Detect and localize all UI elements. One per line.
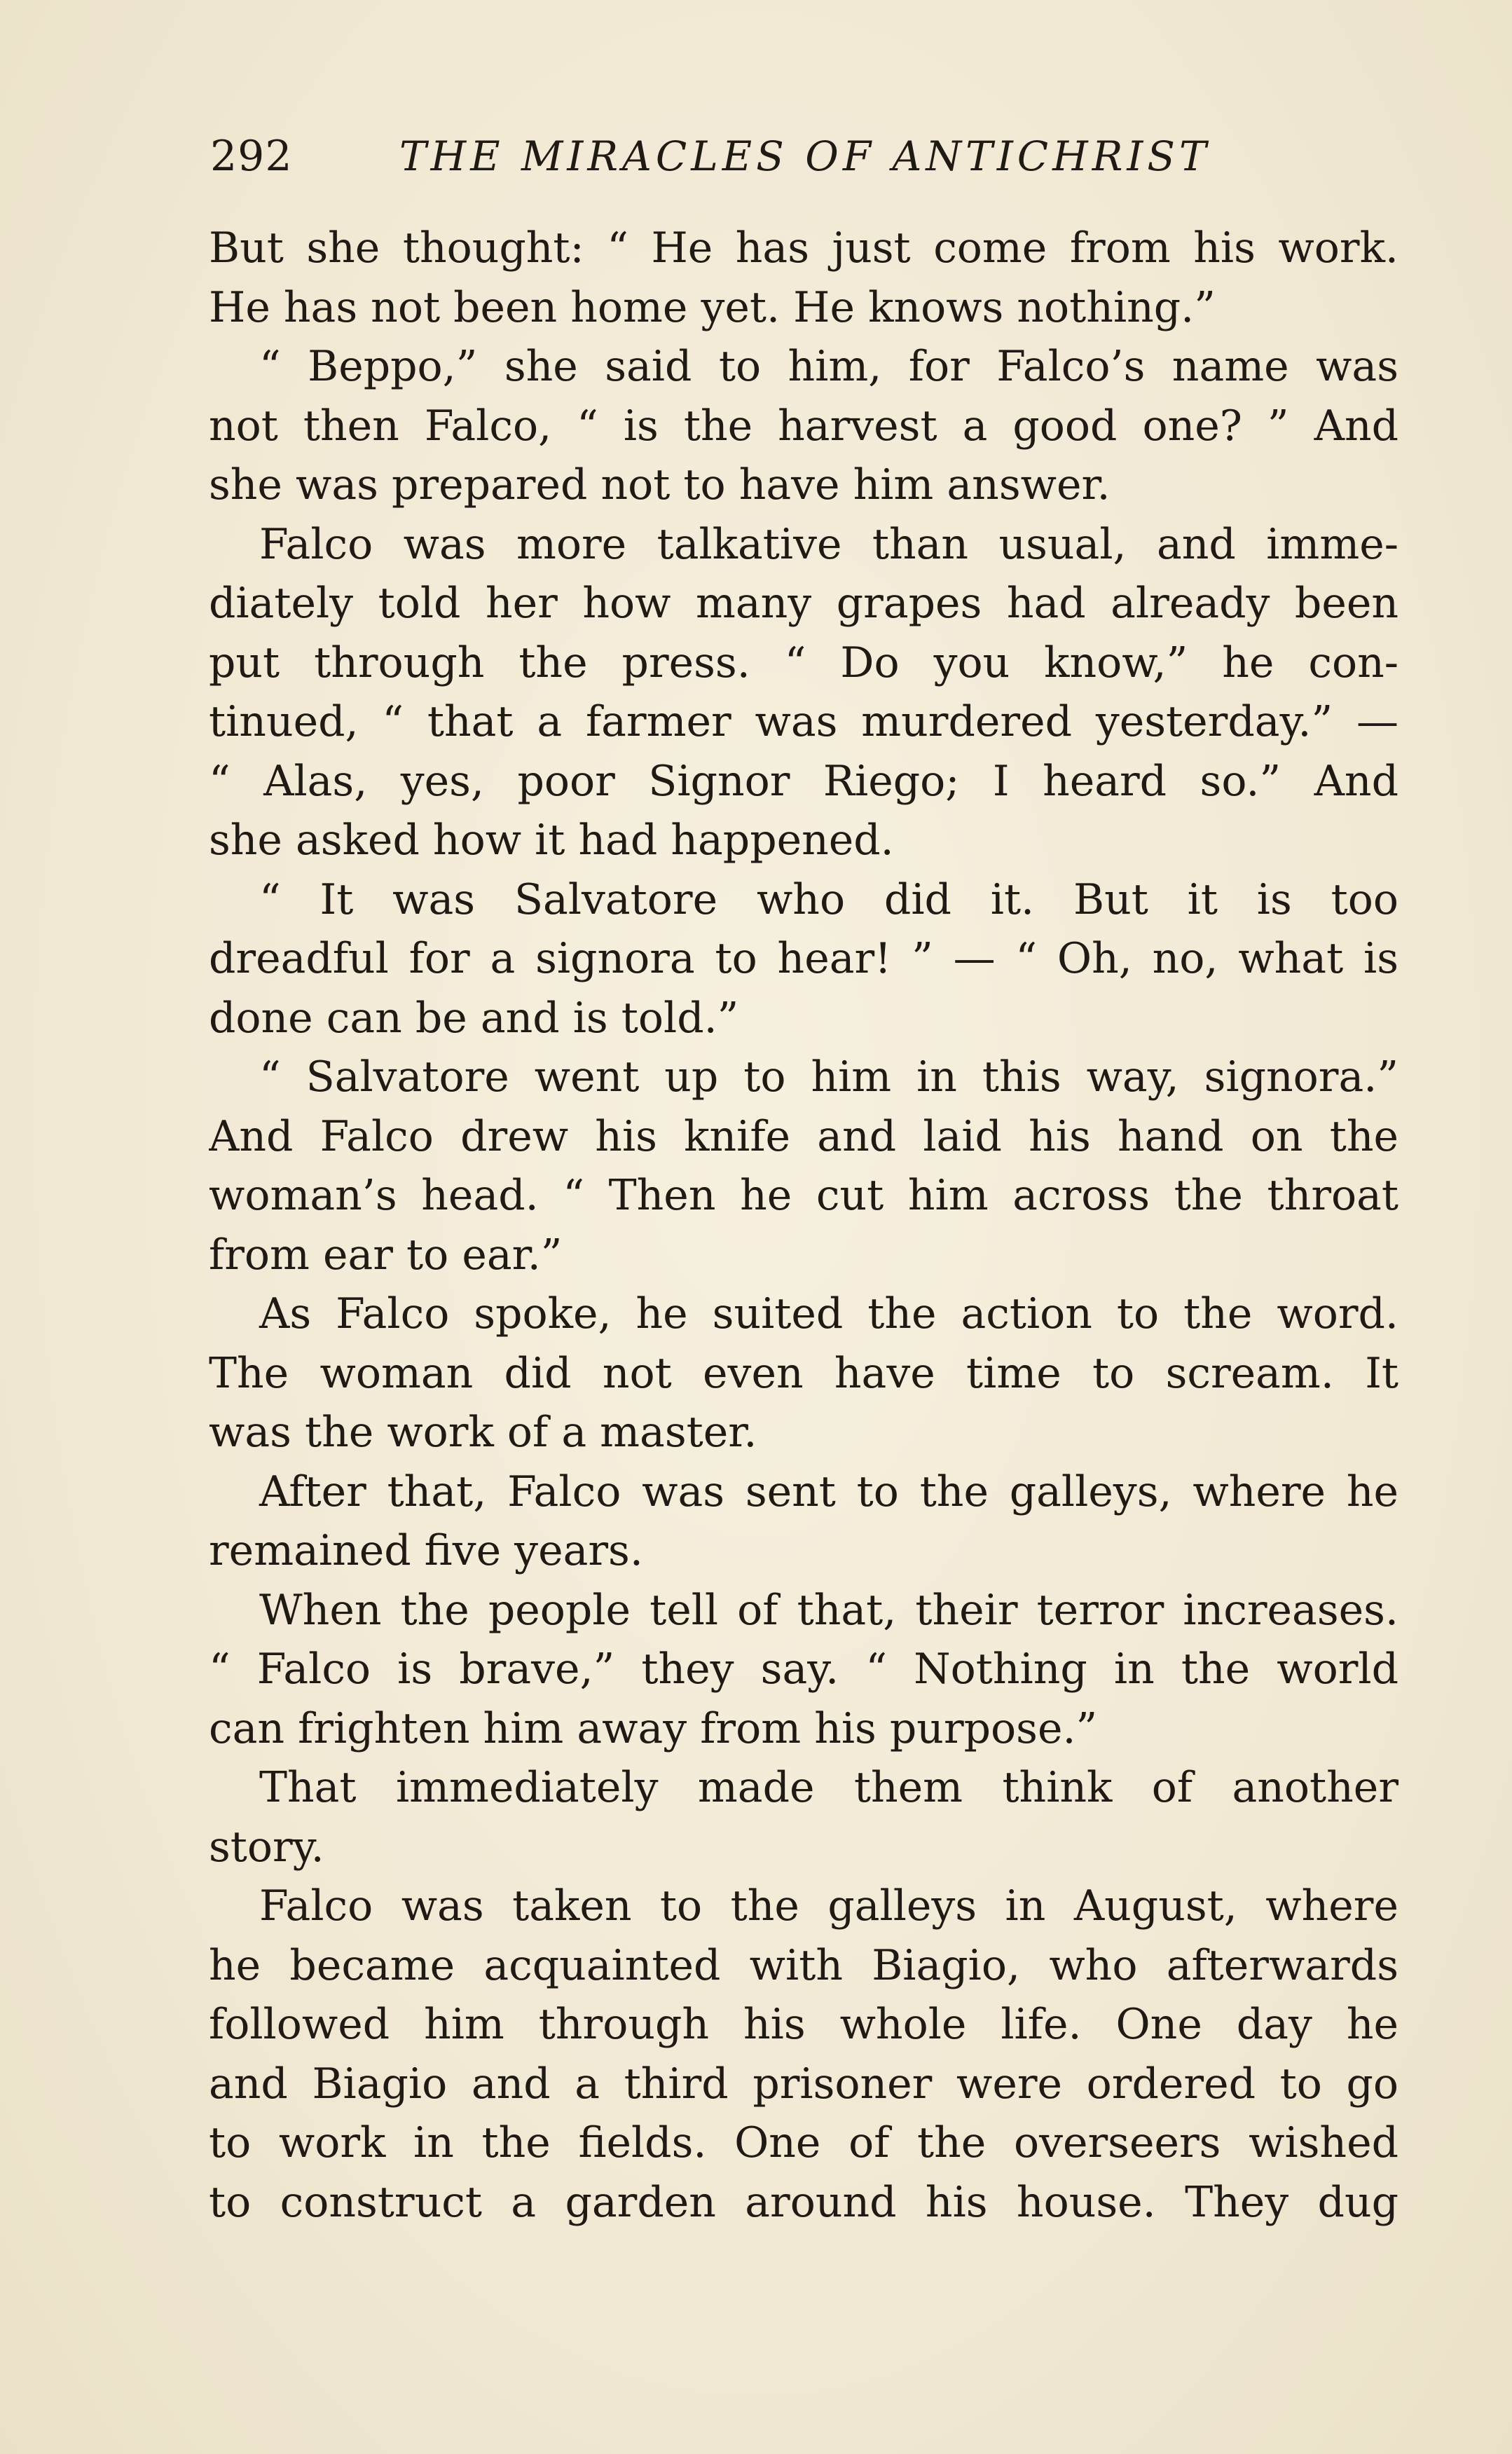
text-line: followed him through his whole life. One day he xyxy=(209,2000,1398,2049)
running-title: THE MIRACLES OF ANTICHRIST xyxy=(399,132,1211,180)
text-line: done can be and is told.” xyxy=(209,993,739,1043)
text-line: she was prepared not to have him answer. xyxy=(209,460,1111,509)
text-line: Falco was taken to the galleys in August, where xyxy=(259,1881,1398,1931)
text-line: “ Salvatore went up to him in this way, signora.” xyxy=(259,1053,1398,1102)
text-line: And Falco drew his knife and laid his hand on the xyxy=(209,1111,1398,1161)
text-line: story. xyxy=(209,1822,324,1872)
text-line: can frighten him away from his purpose.” xyxy=(209,1704,1098,1753)
text-line: to construct a garden around his house. They dug xyxy=(209,2177,1398,2227)
text-line: to work in the fields. One of the overseers wished xyxy=(209,2118,1398,2167)
text-line: dreadful for a signora to hear! ” — “ Oh, no, what is xyxy=(209,934,1398,983)
text-line: The woman did not even have time to scream. It xyxy=(209,1348,1398,1398)
text-line: When the people tell of that, their terror increases. xyxy=(259,1585,1398,1635)
body-text xyxy=(209,219,1398,2232)
text-line: “ Falco is brave,” they say. “ Nothing in the world xyxy=(209,1645,1398,1694)
text-line: “ It was Salvatore who did it. But it is too xyxy=(259,875,1398,924)
text-line: But she thought: “ He has just come from his work. xyxy=(209,224,1398,273)
text-line: diately told her how many grapes had already been xyxy=(209,579,1398,628)
text-line: “ Beppo,” she said to him, for Falco’s name was xyxy=(259,342,1398,391)
text-line: He has not been home yet. He knows nothing.” xyxy=(209,282,1216,332)
text-line: That immediately made them think of another xyxy=(259,1763,1398,1812)
text-line: from ear to ear.” xyxy=(209,1230,563,1280)
text-line: put through the press. “ Do you know,” he con- xyxy=(209,638,1398,687)
text-line: After that, Falco was sent to the galleys, where he xyxy=(259,1467,1398,1516)
text-line: Falco was more talkative than usual, and imme- xyxy=(259,519,1398,569)
text-line: was the work of a master. xyxy=(209,1408,757,1457)
text-line: he became acquainted with Biagio, who afterwards xyxy=(209,1940,1398,1990)
text-line: woman’s head. “ Then he cut him across the throat xyxy=(209,1171,1398,1220)
text-line: she asked how it had happened. xyxy=(209,816,894,865)
text-line: and Biagio and a third prisoner were ordered to go xyxy=(209,2059,1398,2109)
text-line: “ Alas, yes, poor Signor Riego; I heard so.” And xyxy=(209,756,1398,806)
page-number: 292 xyxy=(210,132,293,181)
text-line: not then Falco, “ is the harvest a good one? ” And xyxy=(209,401,1398,451)
text-line: remained five years. xyxy=(209,1526,643,1575)
page-header xyxy=(210,125,1401,188)
text-line: As Falco spoke, he suited the action to the word. xyxy=(259,1289,1398,1338)
text-line: tinued, “ that a farmer was murdered yesterday.” — xyxy=(209,697,1398,746)
